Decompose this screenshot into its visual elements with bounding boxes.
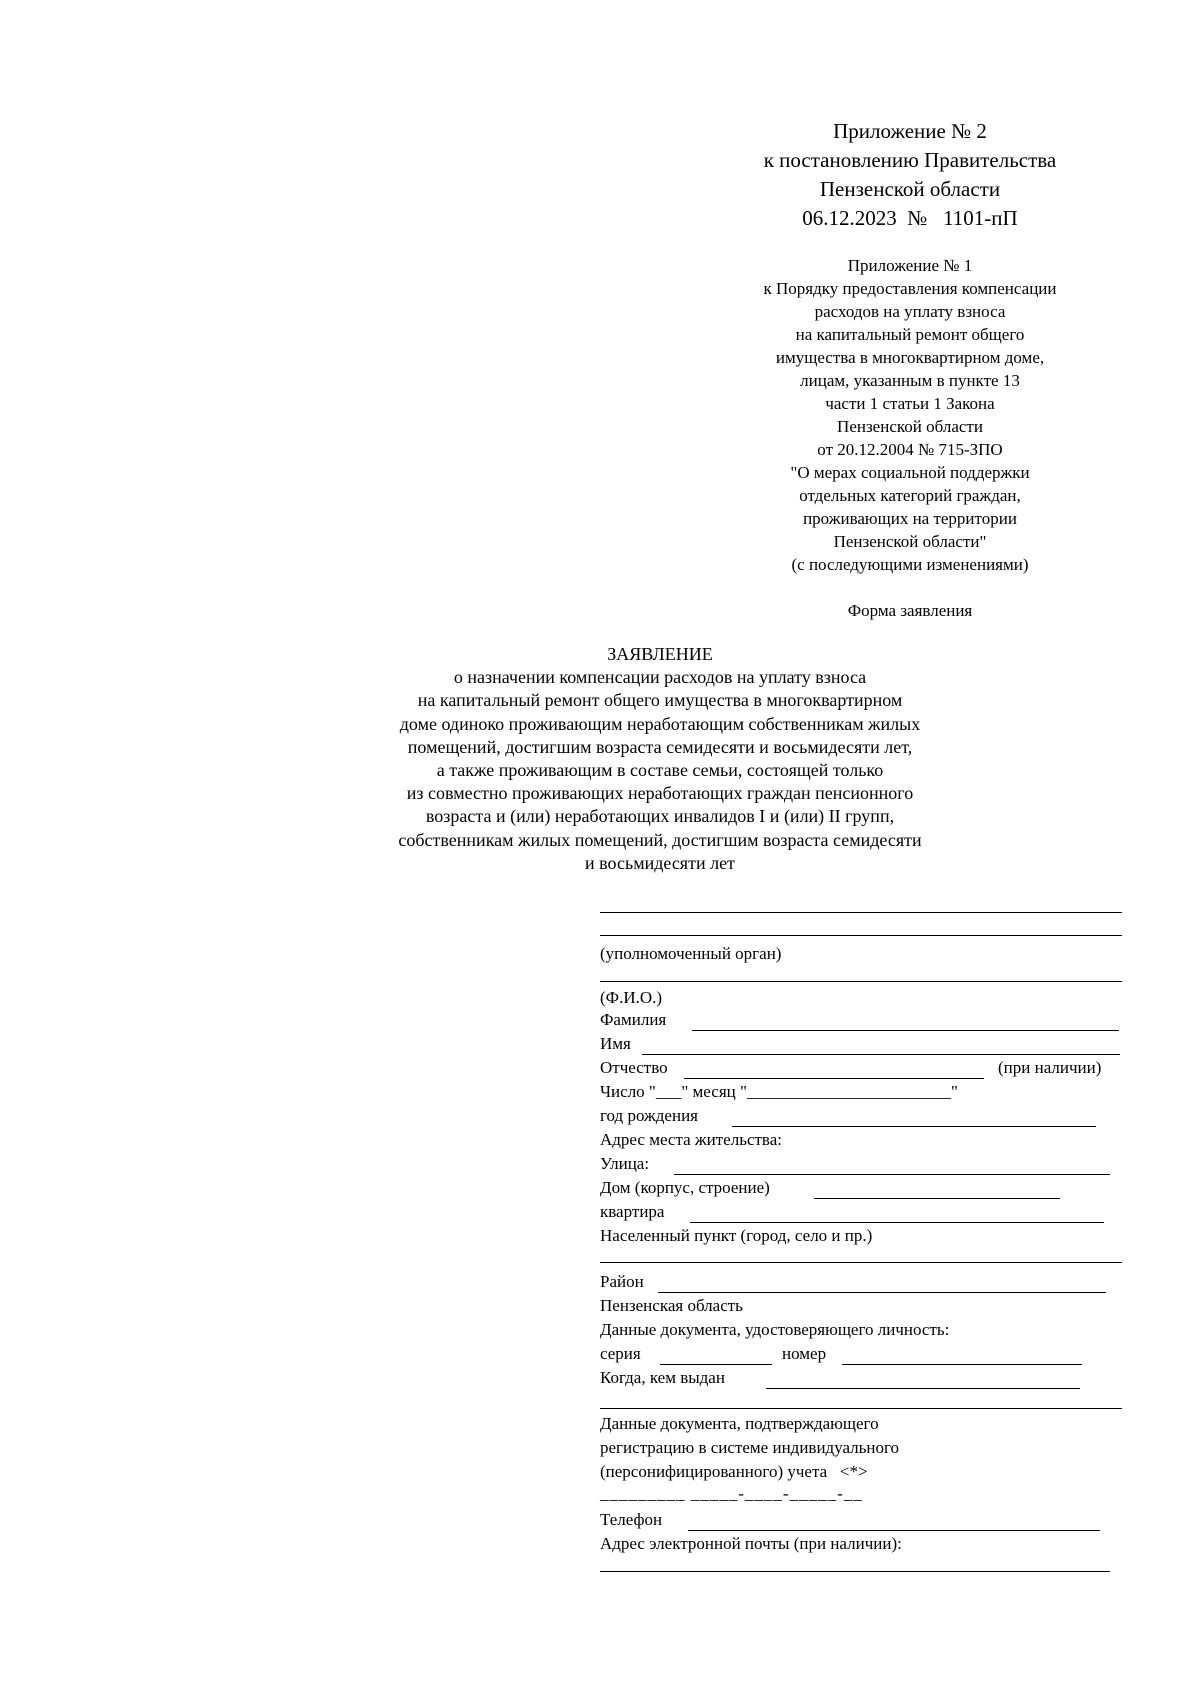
statement-line: возраста и (или) неработающих инвалидов I и (или) II групп, — [425, 806, 895, 827]
email-field[interactable] — [600, 1557, 1110, 1572]
address-caption: Адрес места жительства: — [600, 1130, 782, 1149]
snils-caption-3-line — [600, 1462, 868, 1482]
appendix-1-line: Пензенской области" — [833, 532, 987, 551]
street-label: Улица: — [600, 1154, 650, 1173]
locality-label: Населенный пункт (город, село и пр.) — [600, 1226, 873, 1245]
birth-close-quote: " — [950, 1082, 958, 1101]
appendix-1-line: имущества в многоквартирном доме, — [775, 348, 1045, 367]
resolution-date: 06.12.2023 — [802, 206, 897, 230]
appendix-1-line: проживающих на территории — [803, 509, 1017, 528]
appendix-1-line: (с последующими изменениями) — [791, 555, 1029, 574]
patronymic-label: Отчество — [600, 1058, 668, 1077]
series-field[interactable] — [660, 1350, 772, 1365]
authority-input-line-1[interactable] — [600, 912, 1122, 913]
issued-label: Когда, кем выдан — [600, 1368, 725, 1387]
patronymic-field[interactable] — [684, 1064, 984, 1079]
id-doc-caption: Данные документа, удостоверяющего личность: — [600, 1320, 950, 1339]
phone-field[interactable] — [688, 1516, 1100, 1531]
fio-input-line[interactable] — [600, 981, 1122, 982]
series-label: серия — [600, 1344, 641, 1363]
birth-day-month-label: Число "___" месяц " — [600, 1082, 747, 1101]
snils-caption-2: регистрацию в системе индивидуального — [600, 1438, 900, 1457]
resolution-number: 1101-пП — [943, 206, 1018, 230]
birth-day-month-line — [600, 1082, 958, 1102]
appendix-1-line: "О мерах социальной поддержки — [790, 463, 1030, 482]
street-field[interactable] — [674, 1160, 1110, 1175]
number-field[interactable] — [842, 1350, 1082, 1365]
birth-year-field[interactable] — [732, 1112, 1096, 1127]
statement-line: и восьмидесяти лет — [585, 852, 735, 873]
phone-label: Телефон — [600, 1510, 663, 1529]
number-sign: № — [907, 206, 928, 230]
appendix-1-line: от 20.12.2004 № 715-ЗПО — [817, 440, 1003, 459]
statement-line: на капитальный ремонт общего имущества в многоквартирном — [417, 690, 903, 711]
statement-line: из совместно проживающих неработающих граждан пенсионного — [406, 783, 914, 804]
apartment-label: квартира — [600, 1202, 665, 1221]
snils-caption-3: (персонифицированного) учета — [600, 1462, 828, 1481]
statement-line: о назначении компенсации расходов на уплату взноса — [453, 667, 867, 688]
appendix-2-title: Приложение № 2 — [833, 119, 987, 143]
appendix-2-region: Пензенской области — [819, 177, 1001, 201]
issued-field-2[interactable] — [600, 1408, 1122, 1409]
district-field[interactable] — [658, 1278, 1106, 1293]
surname-field[interactable] — [692, 1016, 1119, 1031]
first-name-label: Имя — [600, 1034, 631, 1053]
appendix-1-line: части 1 статьи 1 Закона — [825, 394, 995, 413]
statement-line: а также проживающим в составе семьи, состоящей только — [436, 760, 884, 781]
appendix-1-line: отдельных категорий граждан, — [799, 486, 1021, 505]
appendix-1-line: Пензенской области — [837, 417, 983, 436]
birth-year-label: год рождения — [600, 1106, 698, 1125]
number-label: номер — [782, 1344, 827, 1363]
surname-label: Фамилия — [600, 1010, 667, 1029]
apartment-field[interactable] — [690, 1208, 1104, 1223]
appendix-2-resolution: к постановлению Правительства — [763, 148, 1057, 172]
house-label: Дом (корпус, строение) — [600, 1178, 770, 1197]
appendix-1-line: на капитальный ремонт общего — [795, 325, 1025, 344]
statement-line: помещений, достигшим возраста семидесяти и восьмидесяти лет, — [407, 736, 913, 757]
authority-caption: (уполномоченный орган) — [600, 944, 782, 963]
applicant-form — [600, 0, 1120, 1697]
snils-caption-1: Данные документа, подтверждающего — [600, 1414, 879, 1433]
appendix-1-line: расходов на уплату взноса — [814, 302, 1006, 321]
statement-line: собственникам жилых помещений, достигшим возраста семидесяти — [398, 829, 922, 850]
fio-caption: (Ф.И.О.) — [600, 988, 663, 1007]
form-label: Форма заявления — [847, 601, 973, 620]
locality-field[interactable] — [600, 1262, 1122, 1263]
patronymic-note: (при наличии) — [998, 1058, 1102, 1077]
snils-number-field[interactable]: _________ _____-____-_____-__ — [600, 1484, 863, 1503]
house-field[interactable] — [814, 1184, 1060, 1199]
appendix-1-line: Приложение № 1 — [847, 256, 973, 275]
region-label: Пензенская область — [600, 1296, 743, 1315]
issued-field-1[interactable] — [766, 1374, 1080, 1389]
birth-month-field[interactable]: ________________________ — [746, 1082, 951, 1101]
footnote-marker: <*> — [839, 1462, 868, 1481]
district-label: Район — [600, 1272, 644, 1291]
statement-line: доме одиноко проживающим неработающим собственникам жилых — [399, 713, 921, 734]
authority-input-line-2[interactable] — [600, 935, 1122, 936]
statement-title: ЗАЯВЛЕНИЕ — [607, 644, 713, 664]
email-label: Адрес электронной почты (при наличии): — [600, 1534, 902, 1553]
appendix-1-line: к Порядку предоставления компенсации — [763, 279, 1057, 298]
appendix-1-line: лицам, указанным в пункте 13 — [800, 371, 1020, 390]
first-name-field[interactable] — [642, 1040, 1120, 1055]
